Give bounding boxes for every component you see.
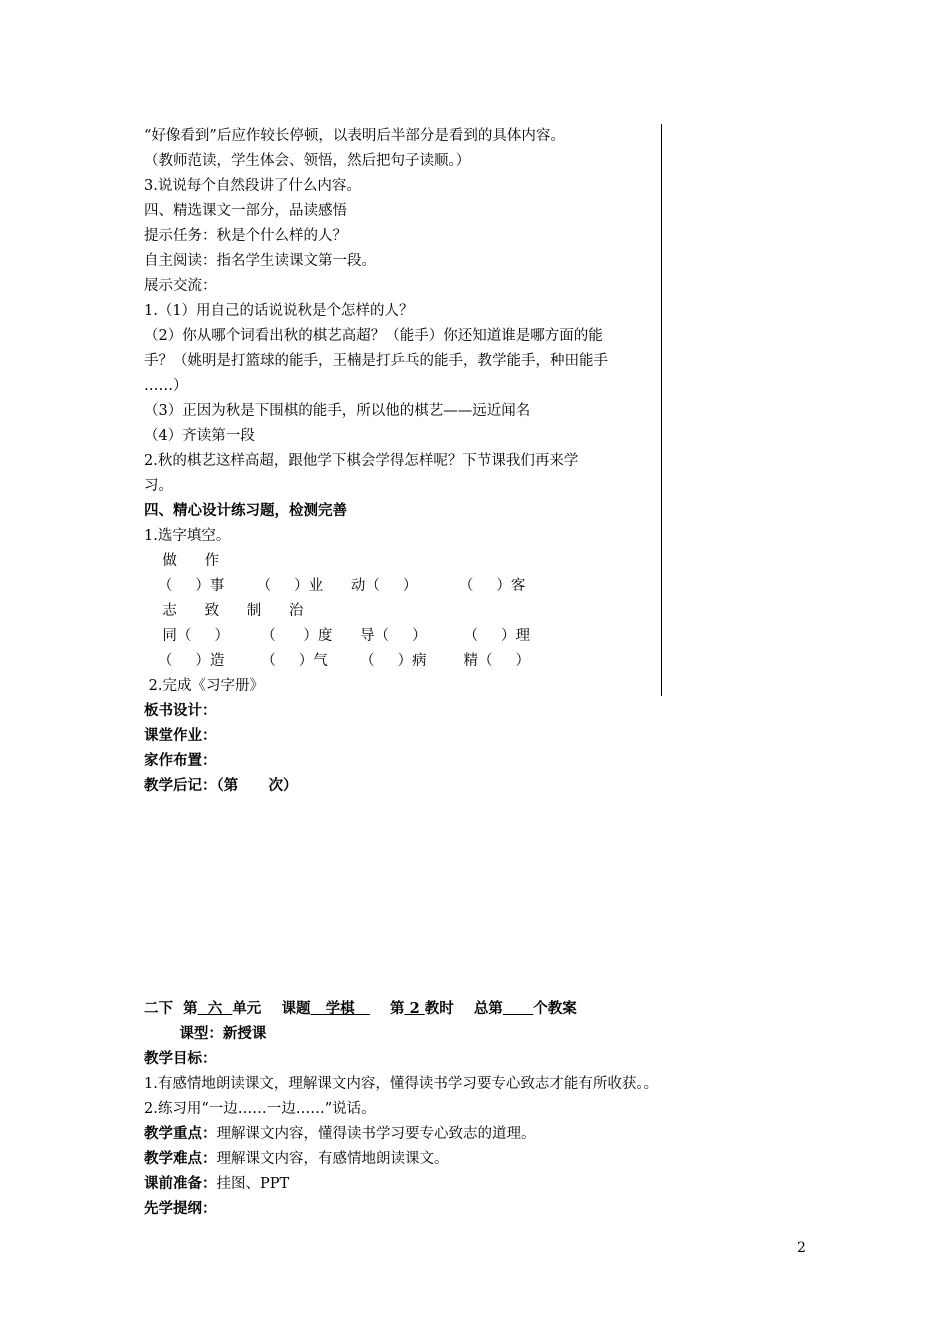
- goals-label: 教学目标：: [144, 1050, 217, 1067]
- key-point-text: 理解课文内容，懂得读书学习要专心致志的道理。: [216, 1126, 536, 1142]
- text-line: 习。: [144, 478, 173, 494]
- lesson-type: 课型：新授课: [144, 1025, 267, 1042]
- exercise-chars: 做 作: [144, 553, 220, 569]
- text-line: （教师范读，学生体会、领悟，然后把句子读顺。）: [144, 153, 471, 169]
- exercise-blanks: （ ）事 （ ）业 动（ ） （ ）客: [144, 578, 526, 594]
- teaching-notes-label: 教学后记：（第 次）: [144, 777, 298, 794]
- lesson-header: [144, 997, 577, 1021]
- classwork-label: 课堂作业：: [144, 727, 217, 744]
- board-design-label: 板书设计：: [144, 702, 217, 719]
- unit-value: 六: [197, 1000, 233, 1017]
- outline-label: 先学提纲：: [144, 1200, 217, 1217]
- exercise-blanks: （ ）造 （ ）气 （ ）病 精（ ）: [144, 653, 531, 669]
- difficulty-label: 教学难点：: [144, 1150, 217, 1167]
- period-value: 2: [404, 1000, 425, 1017]
- header-suffix: 个教案: [533, 1000, 577, 1017]
- section-heading: 四、精选课文一部分，品读感悟: [144, 203, 347, 219]
- key-point-line: [144, 1122, 536, 1146]
- text-line: 2.完成《习字册》: [144, 678, 264, 694]
- difficulty-line: [144, 1147, 449, 1171]
- key-point-label: 教学重点：: [144, 1125, 217, 1142]
- preparation-line: [144, 1172, 289, 1196]
- text-line: 2.秋的棋艺这样高超，跟他学下棋会学得怎样呢？下节课我们再来学: [144, 453, 579, 469]
- text-line: （3）正因为秋是下围棋的能手，所以他的棋艺——远近闻名: [144, 403, 531, 419]
- header-mid: 教时 总第: [424, 1000, 503, 1017]
- difficulty-text: 理解课文内容，有感情地朗读课文。: [216, 1151, 449, 1167]
- text-line: （4）齐读第一段: [144, 428, 255, 444]
- exercise-blanks: 同（ ） （ ）度 导（ ） （ ）理: [144, 628, 531, 644]
- header-mid: 单元 课题: [232, 1000, 311, 1017]
- text-line: 自主阅读：指名学生读课文第一段。: [144, 253, 376, 269]
- text-line: 1.（1）用自己的话说说秋是个怎样的人？: [144, 303, 414, 319]
- homework-label: 家作布置：: [144, 752, 217, 769]
- text-line: 提示任务：秋是个什么样的人？: [144, 228, 347, 244]
- text-line: ……）: [144, 378, 188, 394]
- page-number: 2: [797, 1240, 806, 1256]
- text-line: 1.选字填空。: [144, 528, 231, 544]
- preparation-text: 挂图、PPT: [216, 1176, 290, 1192]
- preparation-label: 课前准备：: [144, 1175, 217, 1192]
- text-line: 手？（姚明是打篮球的能手，王楠是打乒乓的能手，教学能手，种田能手: [144, 353, 608, 369]
- text-line: （2）你从哪个词看出秋的棋艺高超？（能手）你还知道谁是哪方面的能: [144, 328, 603, 344]
- header-prefix: 二下 第: [144, 1000, 198, 1017]
- text-line: “好像看到”后应作较长停顿，以表明后半部分是看到的具体内容。: [144, 128, 565, 144]
- table-border-line: [661, 124, 662, 696]
- text-line: 3.说说每个自然段讲了什么内容。: [144, 178, 361, 194]
- total-value: [503, 1000, 533, 1017]
- header-mid: 第: [369, 1000, 405, 1017]
- goal-item: 1.有感情地朗读课文，理解课文内容，懂得读书学习要专心致志才能有所收获。。: [144, 1076, 659, 1092]
- text-line: 展示交流：: [144, 278, 217, 294]
- section-heading-bold: 四、精心设计练习题，检测完善: [144, 502, 347, 519]
- topic-value: 学棋: [310, 1000, 370, 1017]
- exercise-chars: 志 致 制 治: [144, 603, 304, 619]
- goal-item: 2.练习用“一边……一边……”说话。: [144, 1101, 376, 1117]
